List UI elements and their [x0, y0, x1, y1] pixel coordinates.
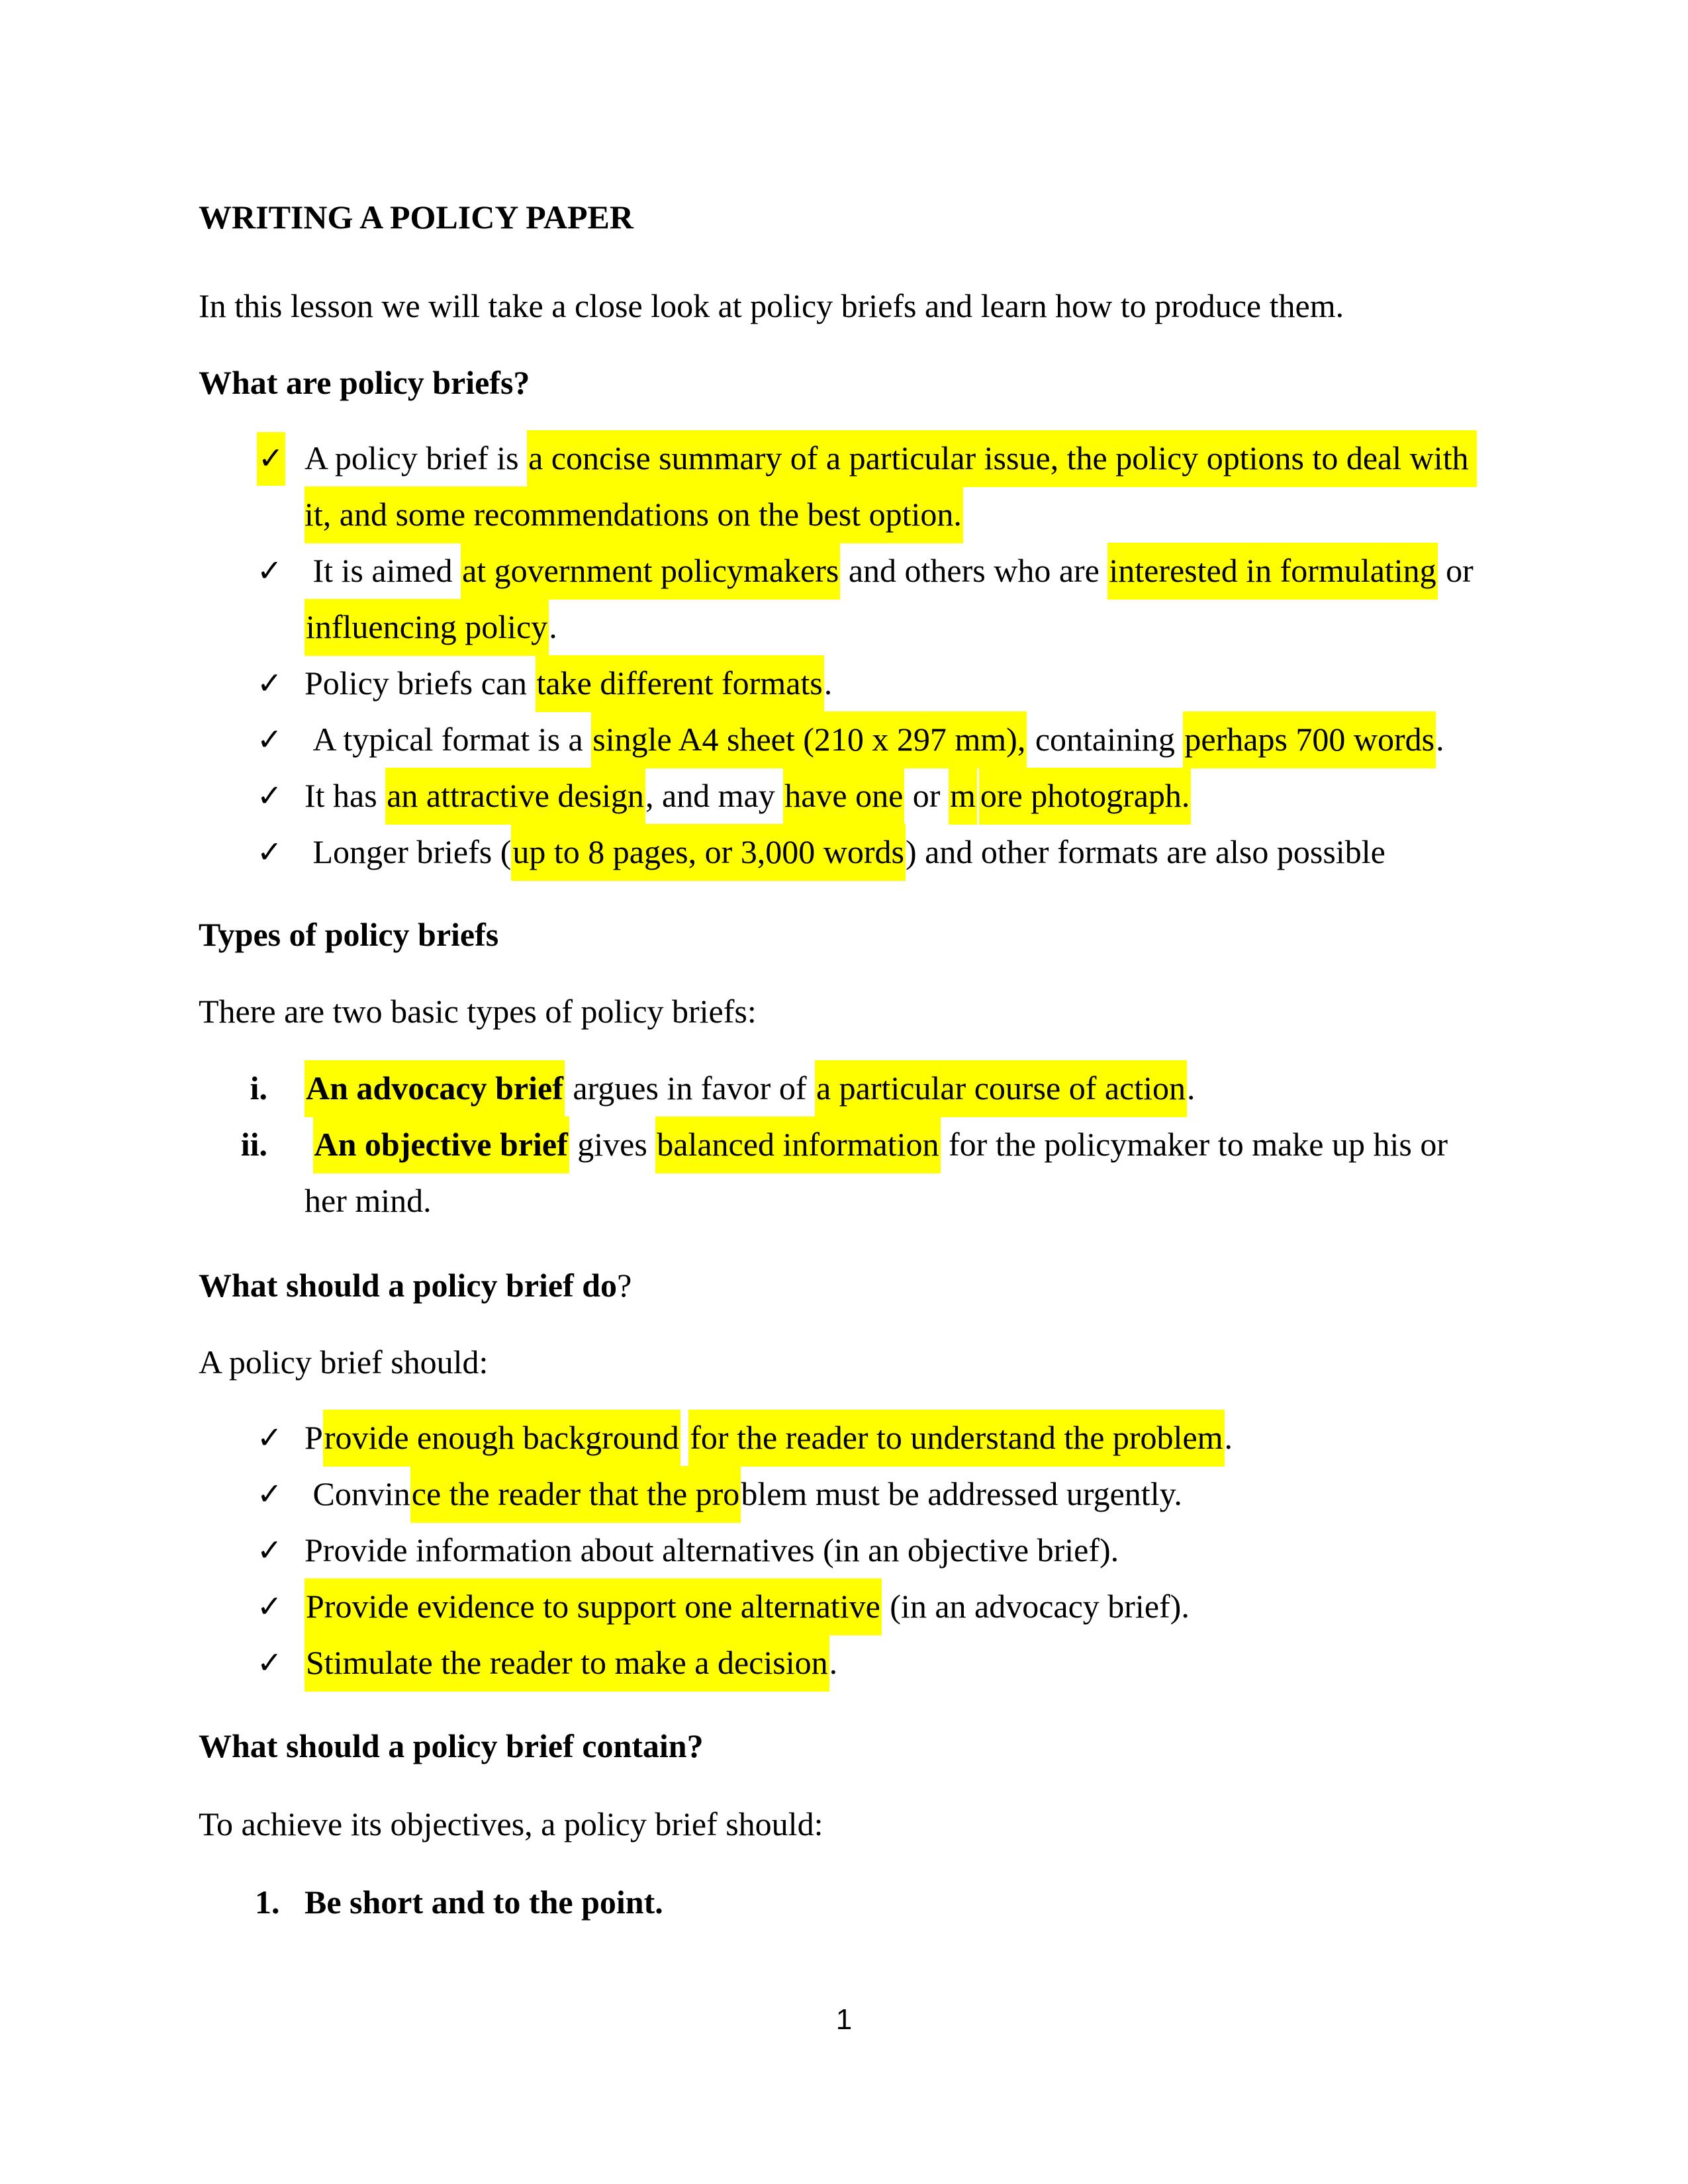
- checkmark-icon: ✓: [257, 1646, 283, 1680]
- page-number: 1: [835, 2003, 853, 2036]
- roman-numeral-marker: i.: [250, 1069, 267, 1107]
- roman-numeral-marker: ii.: [240, 1126, 267, 1163]
- list-item-text: It has an attractive design, and may have one or m ore photograph.: [305, 777, 1191, 814]
- policy-brief-types-list: [199, 1060, 1489, 1229]
- checkmark-icon: ✓: [257, 1477, 283, 1511]
- heading-what-should-a-policy-brief-contain: What should a policy brief contain?: [199, 1727, 704, 1764]
- list-item-text: Provide enough background for the reader to understand the problem.: [305, 1410, 1233, 1467]
- checkmark-icon: ✓: [257, 430, 285, 486]
- checkmark-icon: ✓: [257, 779, 283, 813]
- checkmark-icon: ✓: [257, 1590, 283, 1623]
- check-list-item: [199, 655, 1489, 711]
- list-item-text: Be short and to the point.: [305, 1884, 663, 1921]
- list-item-text: A policy brief is a concise summary of a particular issue, the policy options to deal with it, and some recommendations on the best option.: [305, 430, 1477, 543]
- policy-brief-goals-list: [199, 1410, 1489, 1691]
- list-item-text: Stimulate the reader to make a decision.: [305, 1635, 837, 1692]
- list-item-text: Policy briefs can take different formats.: [305, 655, 832, 712]
- should-do-intro-paragraph: A policy brief should:: [199, 1343, 489, 1381]
- check-list-item: [199, 1522, 1489, 1578]
- list-item-text: An advocacy brief argues in favor of a particular course of action.: [305, 1060, 1196, 1117]
- check-list-item: [199, 711, 1489, 768]
- checkmark-icon: ✓: [257, 723, 283, 756]
- check-list-item: [199, 543, 1489, 655]
- heading-what-are-policy-briefs: What are policy briefs?: [199, 364, 530, 401]
- types-intro-paragraph: There are two basic types of policy briefs:: [199, 993, 757, 1030]
- roman-list-item: [199, 1060, 1489, 1116]
- checkmark-icon: ✓: [257, 1421, 283, 1455]
- policy-brief-features-list: [199, 430, 1489, 880]
- list-item-text: Provide information about alternatives (in an objective brief).: [305, 1531, 1119, 1569]
- intro-paragraph: In this lesson we will take a close look at policy briefs and learn how to produce them.: [199, 287, 1344, 324]
- checkmark-icon: ✓: [257, 666, 283, 700]
- list-item-text: Convince the reader that the problem must be addressed urgently.: [305, 1466, 1182, 1523]
- check-list-item: [199, 1410, 1489, 1466]
- document-title: WRITING A POLICY PAPER: [199, 199, 634, 236]
- list-item-text: A typical format is a single A4 sheet (210 x 297 mm), containing perhaps 700 words.: [305, 711, 1444, 768]
- checkmark-icon: ✓: [257, 554, 283, 588]
- check-list-item: [199, 1635, 1489, 1691]
- list-item-text: An objective brief gives balanced information for the policymaker to make up his or her mind.: [305, 1116, 1456, 1219]
- policy-brief-contents-list: [199, 1874, 1489, 1931]
- list-item-text: Longer briefs (up to 8 pages, or 3,000 words) and other formats are also possible: [305, 824, 1385, 881]
- contain-intro-paragraph: To achieve its objectives, a policy brief should:: [199, 1805, 823, 1843]
- check-list-item: [199, 1578, 1489, 1635]
- numbered-list-item: [199, 1874, 1489, 1931]
- heading-types-of-policy-briefs: Types of policy briefs: [199, 916, 499, 953]
- check-list-item: [199, 824, 1489, 880]
- list-item-text: It is aimed at government policymakers and others who are interested in formulating or influencing policy.: [305, 543, 1481, 656]
- checkmark-icon: ✓: [257, 835, 283, 869]
- checkmark-icon: ✓: [257, 1533, 283, 1567]
- heading-what-should-a-policy-brief-do: What should a policy brief do?: [199, 1267, 632, 1304]
- check-list-item: [199, 430, 1489, 543]
- list-item-text: Provide evidence to support one alternative (in an advocacy brief).: [305, 1578, 1190, 1635]
- roman-list-item: [199, 1116, 1489, 1229]
- check-list-item: [199, 768, 1489, 824]
- check-list-item: [199, 1466, 1489, 1522]
- number-marker: 1.: [255, 1884, 280, 1921]
